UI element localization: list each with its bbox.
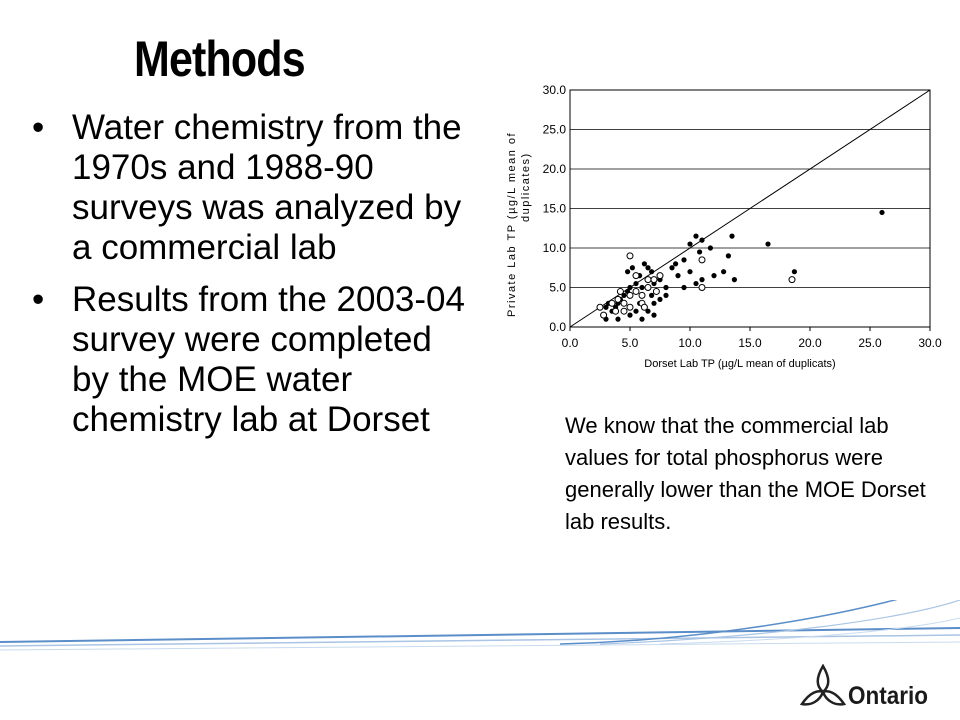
y-tick-label: 0.0 xyxy=(549,320,566,334)
data-point-open xyxy=(627,304,633,310)
data-point-filled xyxy=(633,281,638,286)
chart-caption: We know that the commercial lab values for total phosphorus were generally lower than the MOE Dorset lab results. xyxy=(565,413,926,534)
data-point-open xyxy=(653,288,659,294)
data-point-filled xyxy=(729,234,734,239)
data-point-open xyxy=(789,277,795,283)
data-point-filled xyxy=(630,265,635,270)
data-point-filled xyxy=(651,313,656,318)
data-point-filled xyxy=(708,245,713,250)
data-point-filled xyxy=(697,249,702,254)
data-point-filled xyxy=(687,269,692,274)
data-point-filled xyxy=(649,293,654,298)
data-point-open xyxy=(633,273,639,279)
data-point-filled xyxy=(645,265,650,270)
data-point-open xyxy=(645,285,651,291)
data-point-filled xyxy=(673,261,678,266)
x-tick-label: 25.0 xyxy=(858,336,882,350)
data-point-filled xyxy=(669,265,674,270)
x-tick-label: 0.0 xyxy=(561,336,579,350)
data-point-open xyxy=(621,300,627,306)
y-tick-label: 15.0 xyxy=(542,201,566,216)
y-tick-label: 5.0 xyxy=(549,280,566,295)
data-point-filled xyxy=(693,281,698,286)
data-point-open xyxy=(601,312,607,318)
data-point-open xyxy=(621,308,627,314)
data-point-open xyxy=(597,304,603,310)
data-point-open xyxy=(699,257,705,263)
data-point-open xyxy=(609,300,615,306)
data-point-filled xyxy=(633,309,638,314)
data-point-filled xyxy=(627,313,632,318)
bullet-item xyxy=(30,280,470,440)
data-point-filled xyxy=(651,301,656,306)
data-point-open xyxy=(633,288,639,294)
x-tick-label: 20.0 xyxy=(798,336,822,350)
y-axis-label-line2: duplicates) xyxy=(520,152,532,222)
y-tick-label: 10.0 xyxy=(542,241,566,255)
y-tick-label: 25.0 xyxy=(542,122,566,137)
data-point-filled xyxy=(649,269,654,274)
data-point-filled xyxy=(681,285,686,290)
data-point-filled xyxy=(711,273,716,278)
y-axis-label-line1: Private Lab TP (µg/L mean of xyxy=(506,131,518,317)
data-point-filled xyxy=(625,269,630,274)
data-point-open xyxy=(645,277,651,283)
ontario-logo-text: Ontario xyxy=(848,682,929,710)
data-point-open xyxy=(613,308,619,314)
slide-title: Methods xyxy=(134,31,305,87)
data-point-open xyxy=(651,277,657,283)
data-point-filled xyxy=(663,293,668,298)
x-tick-label: 5.0 xyxy=(621,336,639,350)
data-point-open xyxy=(615,296,621,302)
bullet-list xyxy=(30,108,470,452)
bullet-text: Water chemistry from the 1970s and 1988-90 surveys was analyzed by a commercial lab xyxy=(72,108,462,267)
data-point-open xyxy=(657,273,663,279)
data-point-filled xyxy=(699,277,704,282)
data-point-filled xyxy=(603,305,608,310)
data-point-filled xyxy=(721,269,726,274)
data-point-filled xyxy=(663,285,668,290)
data-point-filled xyxy=(699,238,704,243)
bullet-item xyxy=(30,108,470,268)
data-point-filled xyxy=(732,277,737,282)
x-tick-label: 30.0 xyxy=(918,336,942,350)
data-point-filled xyxy=(615,317,620,322)
data-point-filled xyxy=(726,253,731,258)
x-axis-label: Dorset Lab TP (µg/L mean of duplicats) xyxy=(644,358,836,370)
data-point-filled xyxy=(879,210,884,215)
data-point-filled xyxy=(693,234,698,239)
data-point-open xyxy=(617,288,623,294)
trillium-logo-icon xyxy=(800,664,846,716)
data-point-filled xyxy=(792,269,797,274)
bullet-icon: • xyxy=(32,280,45,319)
data-point-filled xyxy=(639,285,644,290)
y-tick-label: 20.0 xyxy=(542,162,566,176)
x-tick-label: 15.0 xyxy=(738,336,762,350)
scatter-chart xyxy=(490,80,950,395)
data-point-filled xyxy=(675,273,680,278)
data-point-open xyxy=(639,292,645,298)
data-point-filled xyxy=(657,297,662,302)
data-point-filled xyxy=(639,317,644,322)
bullet-text: Results from the 2003-04 survey were completed by the MOE water chemistry lab at Dorset xyxy=(72,280,465,439)
data-point-open xyxy=(699,285,705,291)
data-point-filled xyxy=(642,261,647,266)
data-point-filled xyxy=(765,241,770,246)
x-tick-label: 10.0 xyxy=(678,336,702,350)
data-point-filled xyxy=(681,257,686,262)
data-point-open xyxy=(627,253,633,259)
data-point-open xyxy=(627,292,633,298)
data-point-filled xyxy=(687,241,692,246)
bullet-icon: • xyxy=(32,108,45,147)
plot-area xyxy=(543,83,942,350)
data-point-open xyxy=(641,304,647,310)
y-tick-label: 30.0 xyxy=(542,83,566,97)
